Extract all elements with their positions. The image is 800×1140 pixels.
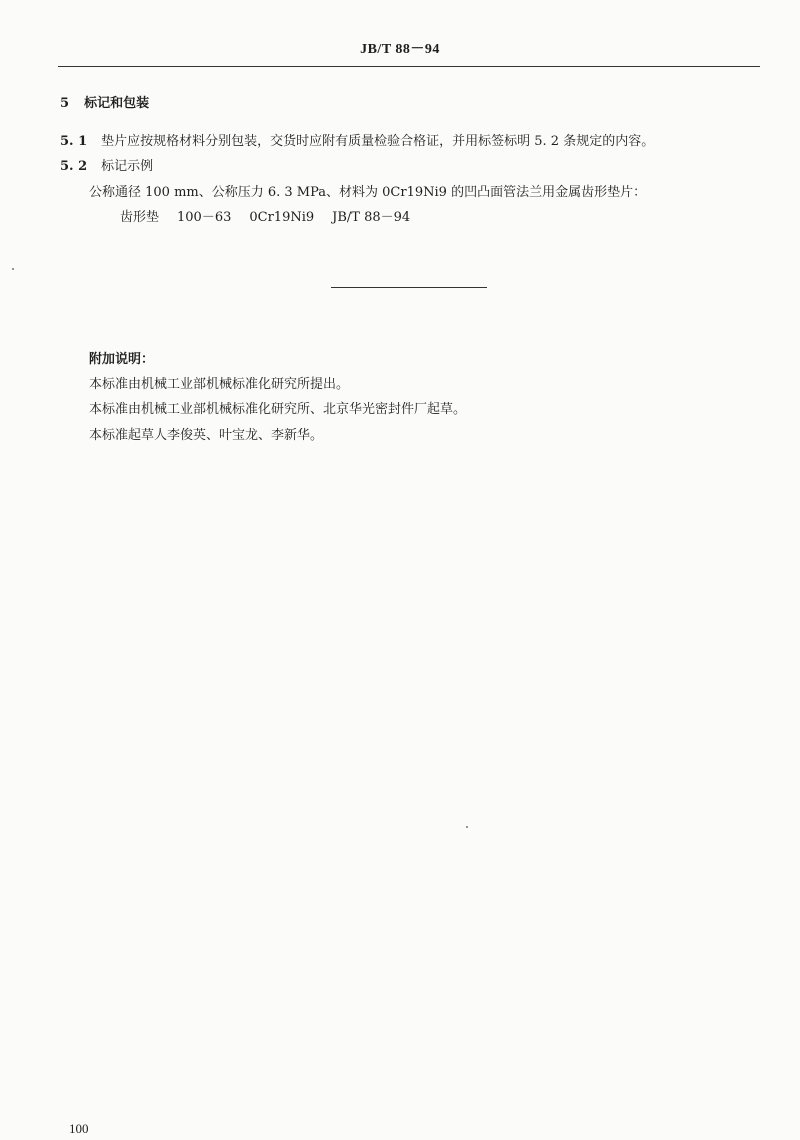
header-divider — [58, 66, 760, 67]
marking-material: 0Cr19Ni9 — [249, 210, 315, 225]
page-number: 100 — [69, 1121, 89, 1136]
appendix-line: 本标准起草人李俊英、叶宝龙、李新华。 — [89, 428, 324, 443]
marking-size: 100－63 — [177, 210, 232, 225]
appendix-line: 本标准由机械工业部机械标准化研究所提出。 — [89, 377, 350, 392]
section-number: 5 — [60, 96, 70, 111]
clause-5-2 — [60, 159, 153, 175]
clause-5-2-number: 5. 2 — [60, 159, 88, 174]
appendix-title: 附加说明： — [89, 352, 155, 367]
marking-standard: JB/T 88－94 — [332, 210, 411, 225]
section-title: 标记和包装 — [84, 96, 150, 111]
scan-speck — [466, 826, 468, 828]
marking-name: 齿形垫 — [120, 210, 160, 225]
standard-code-header: JB/T 88－94 — [360, 42, 440, 57]
clause-5-1 — [60, 134, 654, 150]
clause-5-1-number: 5. 1 — [60, 134, 88, 149]
marking-example-description: 公称通径 100 mm、公称压力 6. 3 MPa、材料为 0Cr19Ni9 的凹凸面管法兰用金属齿形垫片： — [89, 185, 647, 200]
end-of-text-rule — [331, 287, 487, 288]
marking-example — [120, 210, 428, 226]
clause-5-2-text: 标记示例 — [101, 159, 154, 174]
section-5-heading — [60, 96, 149, 112]
appendix-line: 本标准由机械工业部机械标准化研究所、北京华光密封件厂起草。 — [89, 402, 467, 417]
clause-5-1-text: 垫片应按规格材料分别包装，交货时应附有质量检验合格证，并用标签标明 5. 2 条规定的内容。 — [101, 134, 655, 149]
scan-speck — [12, 268, 14, 270]
